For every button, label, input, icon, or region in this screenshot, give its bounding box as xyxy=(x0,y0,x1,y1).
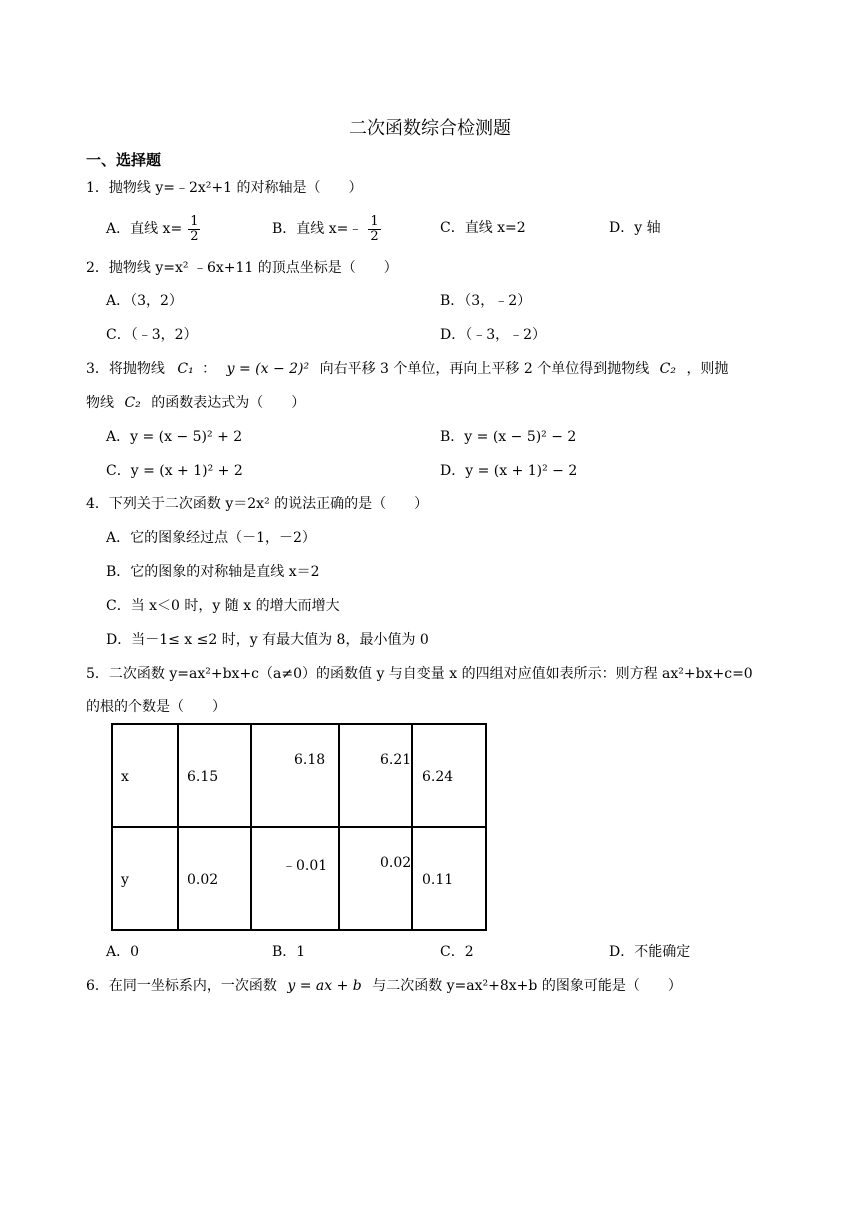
q3-c1-symbol: C₁ xyxy=(177,361,194,377)
q3-tail: ，则抛 xyxy=(686,361,729,377)
cell-text: 6.18 xyxy=(294,752,326,768)
q2-stem: 2．抛物线 y=x² ﹣6x+11 的顶点坐标是（ ） xyxy=(86,260,398,276)
q4-option-a: A．它的图象经过点（－1，－2） xyxy=(106,530,316,546)
value-table xyxy=(111,723,487,931)
table-cell xyxy=(412,724,486,827)
q3-line2-lead: 物线 xyxy=(86,395,114,411)
q1-option-b-fraction xyxy=(368,215,380,244)
table-row-x xyxy=(112,724,486,827)
table-cell xyxy=(112,724,178,827)
q2-option-a: A．（3，2） xyxy=(106,293,183,309)
table-row-y xyxy=(112,827,486,930)
q5-line2: 的根的个数是（ ） xyxy=(86,699,226,715)
q5-option-c: C．2 xyxy=(440,944,474,960)
q1-stem: 1．抛物线 y=﹣2x²+1 的对称轴是（ ） xyxy=(86,180,363,196)
cell-text: 6.15 xyxy=(187,769,219,785)
table-cell xyxy=(412,827,486,930)
section-heading: 一、选择题 xyxy=(86,151,162,169)
q3-option-d: D．y = (x + 1)² − 2 xyxy=(440,463,578,479)
q1-option-d: D．y 轴 xyxy=(609,220,661,236)
q1-option-a-prefix: A．直线 x= xyxy=(106,221,183,237)
q3-option-b: B．y = (x − 5)² − 2 xyxy=(440,429,577,445)
q5-line1: 5．二次函数 y=ax²+bx+c（a≠0）的函数值 y 与自变量 x 的四组对应值如表所示：则方程 ax²+bx+c=0 xyxy=(86,666,753,682)
q3-translation: 向右平移 3 个单位，再向上平移 2 个单位得到抛物线 xyxy=(319,361,650,377)
cell-text: 0.11 xyxy=(422,872,454,888)
cell-text: 0.02 xyxy=(380,855,412,871)
q1-option-a-fraction xyxy=(188,215,200,244)
q6-tail: 与二次函数 y=ax²+8x+b 的图象可能是（ ） xyxy=(372,978,682,994)
q2-option-b: B．（3，﹣2） xyxy=(440,293,532,309)
table-cell xyxy=(251,827,339,930)
table-cell xyxy=(339,827,412,930)
cell-text: 6.21 xyxy=(380,752,412,768)
q3-c2-symbol-2: C₂ xyxy=(124,395,141,411)
q3-option-c: C．y = (x + 1)² + 2 xyxy=(106,463,243,479)
q6-linear-equation: y = ax + b xyxy=(287,978,362,994)
q5-option-d: D．不能确定 xyxy=(609,944,691,960)
q2-option-c: C．（﹣3，2） xyxy=(106,327,198,343)
q5-option-b: B．1 xyxy=(272,944,306,960)
q3-line2-tail: 的函数表达式为（ ） xyxy=(151,395,306,411)
q1-option-b-denominator: 2 xyxy=(370,228,379,244)
cell-text: 6.24 xyxy=(422,769,454,785)
q5-option-a: A．0 xyxy=(106,944,140,960)
q2-option-d: D．（﹣3，﹣2） xyxy=(440,327,547,343)
q1-option-c: C．直线 x=2 xyxy=(440,220,526,236)
table-cell xyxy=(112,827,178,930)
q3-option-a: A．y = (x − 5)² + 2 xyxy=(106,429,243,445)
table-cell xyxy=(178,724,251,827)
cell-text: x xyxy=(121,769,129,785)
page-title: 二次函数综合检测题 xyxy=(349,118,511,139)
q1-option-b-prefix: B．直线 x=﹣ xyxy=(272,221,363,237)
q1-option-a xyxy=(106,214,200,244)
table-cell xyxy=(251,724,339,827)
table-cell xyxy=(339,724,412,827)
q4-option-b: B．它的图象的对称轴是直线 x＝2 xyxy=(106,564,320,580)
q3-equation: y = (x − 2)² xyxy=(226,361,310,377)
q1-option-b xyxy=(272,214,381,244)
q1-option-a-numerator: 1 xyxy=(190,213,199,229)
q4-option-d: D．当－1≤ x ≤2 时，y 有最大值为 8，最小值为 0 xyxy=(106,632,429,648)
cell-text: 0.02 xyxy=(187,872,219,888)
table-cell xyxy=(178,827,251,930)
cell-text: y xyxy=(121,872,129,888)
q3-colon: ： xyxy=(202,361,217,377)
q3-lead: 3．将抛物线 xyxy=(86,361,165,377)
q4-option-c: C．当 x＜0 时，y 随 x 的增大而增大 xyxy=(106,598,340,614)
q3-c2-symbol: C₂ xyxy=(659,361,676,377)
q6-lead: 6．在同一坐标系内，一次函数 xyxy=(86,978,277,994)
q1-option-a-denominator: 2 xyxy=(190,228,199,244)
q3-line1 xyxy=(86,359,728,379)
q4-stem: 4．下列关于二次函数 y＝2x² 的说法正确的是（ ） xyxy=(86,496,429,512)
q6-stem xyxy=(86,976,682,996)
q3-line2 xyxy=(86,393,305,413)
q1-option-b-numerator: 1 xyxy=(370,213,379,229)
cell-text: ﹣0.01 xyxy=(282,858,328,874)
